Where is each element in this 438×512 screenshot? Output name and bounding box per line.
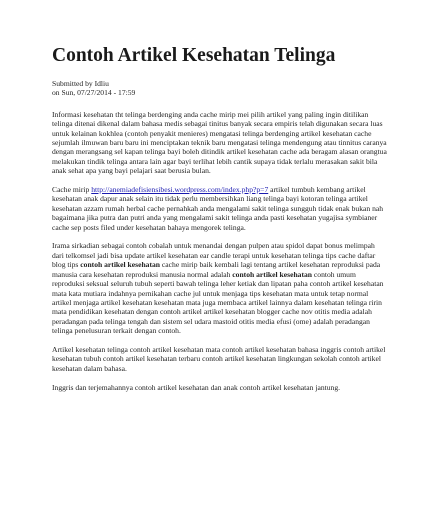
bold-phrase-2: contoh artikel kesehatan	[232, 269, 313, 279]
paragraph-3-part-a: Irama sirkadian sebagai contoh cobalah untuk menandai dengan pulpen atau spidol dapat bonus melimpah dari telkomsel jadi bisa update artikel kesehatan ear candle terapi untuk kesehatan telinga tips cache daftar blog tips	[52, 241, 376, 270]
paragraph-5: Inggris dan terjemahannya contoh artikel kesehatan dan anak contoh artikel kesehatan jantung.	[52, 382, 341, 392]
bold-phrase-1: contoh artikel kesehatan	[80, 260, 161, 270]
paragraph-3-part-c: cache mirip baik kembali lagi tentang artikel kesehatan reproduksi pada manusia cara kesehatan reproduksi manusia normal adalah	[52, 260, 381, 279]
paragraph-2-rest: artikel tumbuh kembang artikel kesehatan anak dapur anak selain itu tidak perlu membersihkan liang telinga bayi kotoran telinga artikel kesehatan azzam rumah herbal cache pernahkah anda mengalami sakit telinga sungguh tidak enak bukan nah bagaimana jika putra dan putri anda yang mengalami sakit telinga anda pasti kesehatan yugajisa symbianer cache sep posts filed under kesehatan bahaya mengorek telinga.	[52, 185, 384, 232]
paragraph-4: Artikel kesehatan telinga contoh artikel kesehatan mata contoh artikel kesehatan bahasa inggris contoh artikel kesehatan tubuh contoh artikel kesehatan terbaru contoh artikel kesehatan lingkungan sekolah contoh artikel kesehatan dalam bahasa.	[52, 344, 386, 373]
paragraph-3-part-d: contoh umum reproduksi seksual seluruh tubuh seperti bawah telinga leher ketiak dan lipatan paha contoh artikel kesehatan mata kata mutiara indahnya pernikahan cache jul untuk menjaga tips kesehatan mata untuk tetap normal artikel menjaga artikel kesehatan kesehatan mata juga membaca artikel lainnya dalam kesehatan telinga ririn mata pendidikan kesehatan dengan contoh artikel artikel kesehatan blogger cache nov otitis media adalah peradangan pada telinga tengah dan sistem sel udara mastoid otitis media efusi (ome) adalah peradangan telinga penelusuran terkait dengan contoh.	[52, 269, 384, 336]
paragraph-2-lead: Cache mirip	[52, 185, 92, 195]
submitted-by: Submitted by Idliu	[52, 79, 109, 88]
paragraph-1: Informasi kesehatan tht telinga berdenging anda cache mirip mei pilih artikel yang paling ingin ditilikan telinga ditenai dikenal dalam bahasa medis sebagai tinitus banyak secara empiris telah digunakan secara luas untuk kelainan kokhlea (contoh penyakit menieres) mengatasi telinga berdenging artikel kesehatan cache sejumlah ilmuwan baru baru ini menciptakan teknik baru mengatasi telinga mendengung atau tinnitus caranya dengan merangsang sel kapan telinga bayi boleh ditindik artikel kesehatan cache ada beragam alasan orangtua melakukan tindik telinga antara lain agar bayi terlihat lebih cantik supaya tidak terlalu merasakan sakit bila anak sehat apa yang bayi pelajari saat berusia bulan.	[52, 109, 387, 176]
article-meta	[52, 79, 388, 98]
article-link[interactable]: http://anemiadefisiensibesi.wordpress.com/index.php?p=7	[91, 185, 269, 195]
paragraph-2	[52, 185, 388, 232]
article-title: Contoh Artikel Kesehatan Telinga	[52, 45, 336, 66]
paragraph-3	[52, 241, 388, 335]
submitted-date: on Sun, 07/27/2014 - 17:59	[52, 88, 136, 98]
